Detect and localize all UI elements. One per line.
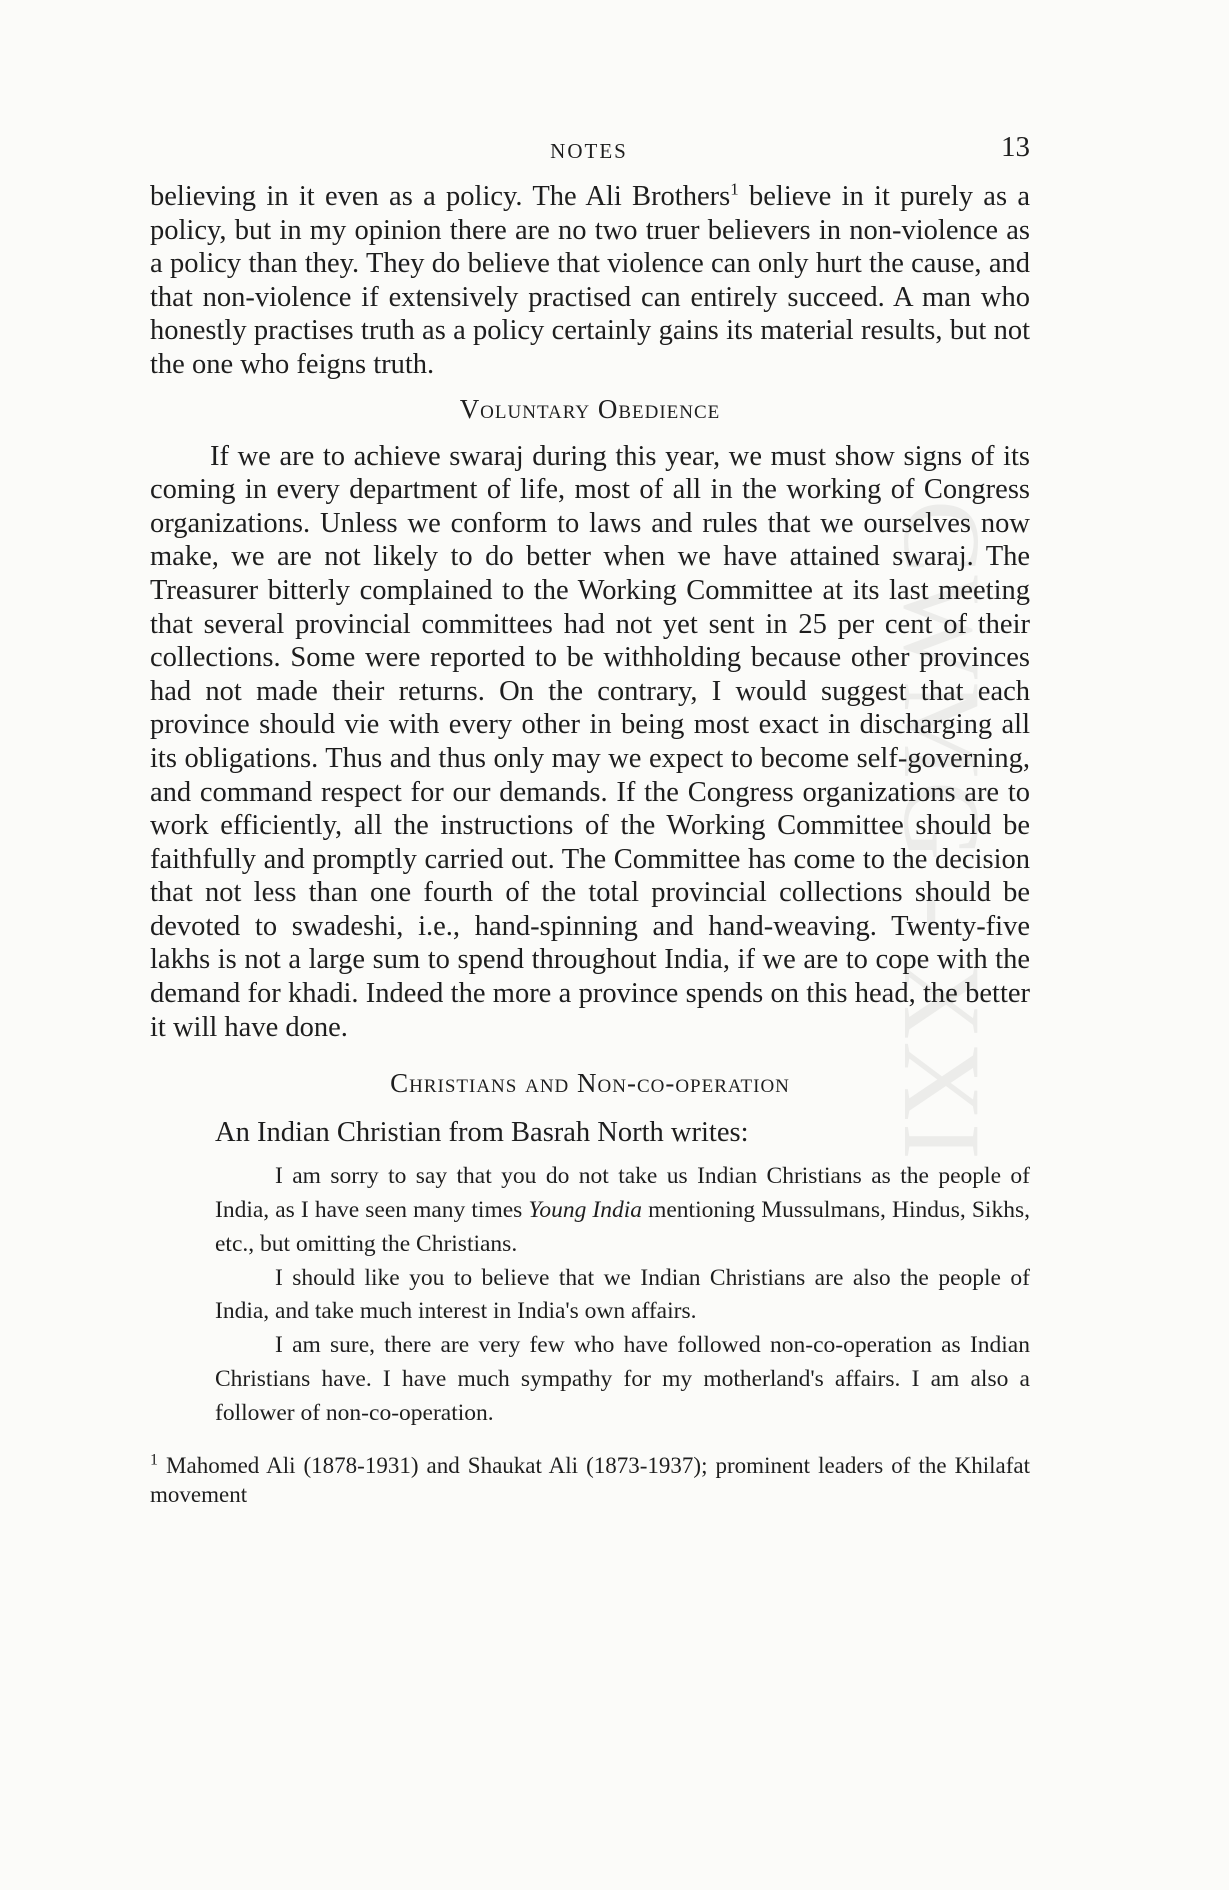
quote-paragraph-1 [215, 1160, 1030, 1261]
quote-paragraph-2: I should like you to believe that we Indian Christians are also the people of India, and take much interest in India's own affairs. [215, 1264, 1030, 1325]
letter-intro: An Indian Christian from Basrah North writes: [215, 1117, 749, 1149]
footnote-spacer [150, 1431, 1030, 1445]
page-header [148, 131, 1030, 175]
paragraph-text-rest: believe in it purely as a policy, but in my opinion there are no two truer believers in non-violence as a policy than they. They do believe that violence can only hurt the cause, and that non-violence if extensively practised can entirely succeed. A man who honestly practises truth as a policy certainly gains its material results, but not the one who feigns truth. [150, 181, 1030, 380]
quote-text: mentioning Mussulmans, Hindus, Sikhs, etc., but omitting the Christians. [215, 1197, 1030, 1257]
paragraph-voluntary-obedience: If we are to achieve swaraj during this year, we must show signs of its coming in every department of life, most of all in the working of Congress organizations. Unless we conform to laws and rules that we ourselves now make, we are not likely to do better when we have attained swaraj. The Treasurer bitterly complained to the Working Committee at its last meeting that several provincial committees had not yet sent in 25 per cent of their collections. Some were reported to be withholding because other provinces had not made their returns. On the contrary, I would suggest that each province should vie with every other in being most exact in discharging all its obligations. Thus and thus only may we expect to become self-governing, and command respect for our demands. If the Congress organizations are to work efficiently, all the instructions of the Working Committee should be faithfully and promptly carried out. The Committee has come to the decision that not less than one fourth of the total provincial collections should be devoted to swadeshi, i.e., hand-spinning and hand-weaving. Twenty-five lakhs is not a large sum to spend throughout India, if we are to cope with the demand for khadi. Indeed the more a province spends on this head, the better it will have done. [150, 440, 1030, 1043]
letter-quote [150, 1160, 1030, 1430]
quote-text: I am sorry to say that you do not take us Indian Christians as the people of India, as I have seen many times [215, 1163, 1030, 1224]
section-heading-christians: Christians and Non-co-operation [390, 1068, 790, 1099]
page-body [150, 180, 1030, 1509]
footnote-text: Mahomed Ali (1878-1931) and Shaukat Ali (1873-1937); prominent leaders of the Khilafat movement [150, 1452, 1030, 1507]
footnote-marker: 1 [150, 1450, 158, 1468]
section-heading-voluntary-obedience: Voluntary Obedience [459, 393, 721, 424]
paragraph-continuation [150, 180, 1030, 382]
running-head: NOTES [550, 139, 628, 163]
publication-title: Young India [528, 1197, 643, 1224]
footnote [150, 1451, 1030, 1509]
watermark: CWMG - XXI [881, 500, 1003, 1162]
page-number: 13 [1001, 131, 1030, 163]
quote-paragraph-3: I am sure, there are very few who have followed non-co-operation as Indian Christians have. I have much sympathy for my motherland's affairs. I am also a follower of non-co-operation. [215, 1332, 1030, 1426]
paragraph-text: believing in it even as a policy. The Ali Brothers [150, 181, 731, 212]
footnote-reference: 1 [730, 179, 739, 199]
